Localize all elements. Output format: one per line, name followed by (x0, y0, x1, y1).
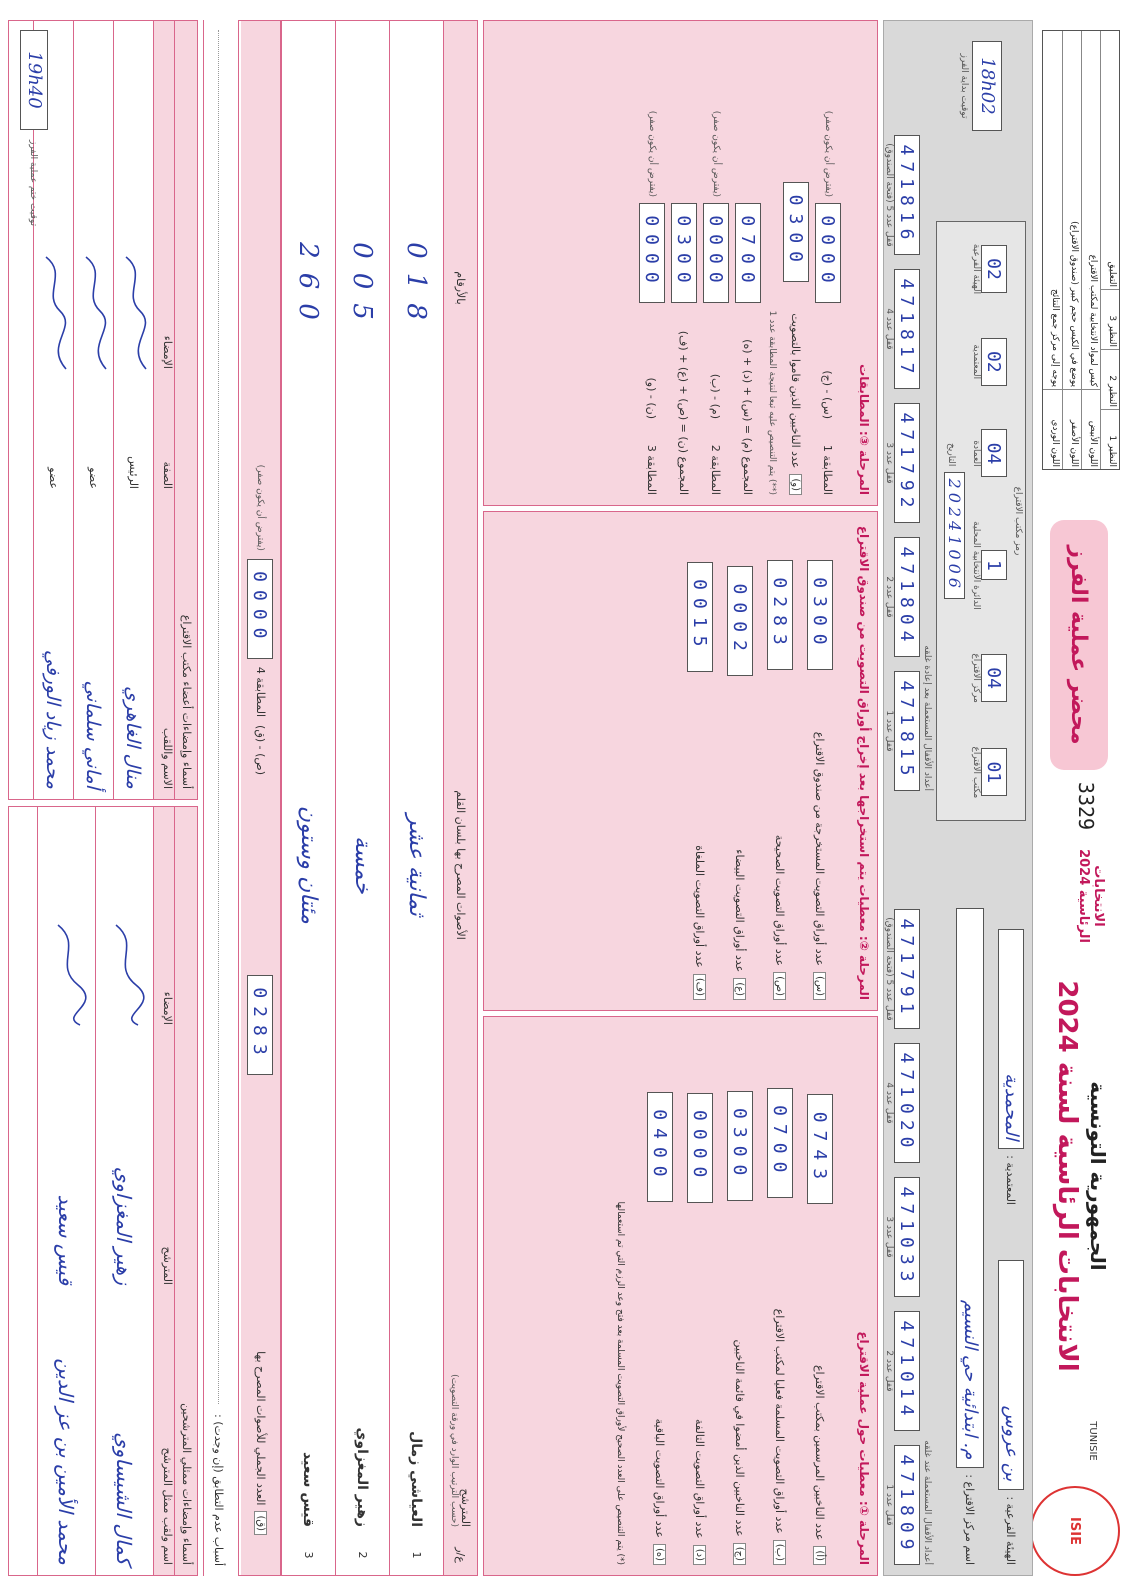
lock-label: قفل عدد 4 (884, 308, 894, 350)
candidates-table: ع/ر المترشح (حسب الترتيب الوارد في ورقة التصويت) الأصوات المصرح بها بلسان القلم بالأرقام 1 العياشي زمال ثمانية عشر 018 2 زهير المغزاوي خمسة 005 3 قيس سعيد مئتان وستون 260 (ق) العدد الجملي للأصوات المصرح بها 0283 (ص) - (ق) المطابقة 4 0000 (يفترض أن يكون صفر) (238, 20, 478, 1576)
lock-item (884, 269, 920, 389)
representatives-signatures: أسماء وإمضاءات ممثلي المترشحين اسم ولقب ممثل المترشح المترشح الإمضاء كمال الشيساوي زهير المغزاوي محمد الأمين بن عز الدين قيس سعيد (8, 806, 198, 1576)
sum-n-value-digits: 0300 (671, 203, 697, 303)
delegation-field: المعتمدية : المحمدية (998, 929, 1024, 1205)
match4-value-digits: 0000 (248, 559, 274, 659)
date-field: 20241006 التاريخ (944, 222, 965, 820)
lock-label: قفل عدد 5 (فتحة الصندوق) (884, 917, 894, 1021)
rep-signature-row (95, 807, 153, 1575)
lock-label: قفل عدد 5 (فتحة الصندوق) (884, 143, 894, 247)
lock-label: قفل عدد 1 (884, 710, 894, 752)
match2-row: المطابقة 2 (م) - (ب) 0000 (يفترض أن يكون صفر) (703, 31, 729, 495)
code-imada: 04 العمادة (971, 429, 1007, 477)
row-value: 0743 (807, 1094, 833, 1204)
row-label: عدد أوراق التصويت المستخرجة من صندوق الاقتراع (813, 731, 827, 966)
header-titles (1052, 956, 1110, 1396)
lock-label: قفل عدد 2 (884, 1350, 894, 1392)
lock-number: 471014 (894, 1311, 920, 1431)
lock-item (884, 403, 920, 523)
sum-m-value (735, 203, 761, 303)
counting-report-sheet: ISIE TUNISIE الجمهورية التونسية الانتخابات الرئاسية لسنة 2024 الانتخابات الرئاسية 2024 3329 محضر عملية الفرز النظير 1 النظير 2 النظير 3 التعليق اللون الأبيض كيس لمواد الانتخابية لمكتب الاقتراع اللون الأصفر يوضع في الكيس حجم كبير (صندوق الاقتراع) اللون الوردي يوجه إلى مركز جمع النتائج الهيئة الفرعية : بن عروس المعتمدية : المحمدية اسم مركز الاقتراع : م. ابتدائية حي النسيم رمز مكتب الاقتراع 01 مكتب الاقتراع 04 مركز الاقتراع 1 الدائرة الانتخابية المحلية 04 العمادة 02 المعتمدية 02 الهيئة الفرعية 20241006 التاريخ 18h02 توقيت بداية الفرز أعداد الأقفال المستعملة عند غلقه 471809 قفل عدد 1 471014 قفل عدد 2 471033 قفل عدد 3 471020 قفل عدد 4 471791 قفل عدد 5 (فتحة الصندوق) أعداد الأقفال المستعملة بعد إعادة غلقه 471815 قفل عدد 1 471804 قفل عدد 2 471792 قفل عدد 3 471817 قفل عدد 4 471816 قفل عدد 5 (فتحة الصندوق) المرحلة ①: معطيات حول عملية الاقتراع (أ) عدد الناخبين المرسمين بمكتب الاقتراع 0743 (ب) عدد أوراق التصويت المسلمة فعليا لمكتب الاقتراع 0700 (ج) عدد الناخبين الذين أمضوا في قائمة الناخبين 0300 (د) عدد أوراق التصويت التالفة 0000 (ه) عدد أوراق التصويت الباقية 0400 (*) يتم التنصيص على العدد الصحيح لأوراق التصويت المسلمة بعد فتح وعد الرزم التي تم استعمالها المرحلة ②: معطيات يتم استخراجها بعد إخراج أوراق التصويت من صندوق الاقتراع (س) عدد أوراق التصويت المستخرجة من صندوق الاقتراع 0300 (ص) عدد أوراق التصويت الصحيحة 0283 (ع) عدد أوراق التصويت البيضاء 0002 (ف) عدد أوراق التصويت الملغاة 0015 المرحلة ③: المطابقات المطابقة 1 (س) - (ج) 0000 (يفترض أن يكون صفر) (و) عدد الناخبين الذين قاموا بالتصويت 0300 (**) يتم التنصيص عليه تبعا لنتيجة المطابقة عدد 1 المجموع (م) = (س) + (د) + (ه) 0700 المطابقة 2 (م) - (ب) 0000 (يفترض أن يكون صفر) المجموع (ن) = (ص) + (ع) + (ف) 0300 المطابقة 3 (ن) - (و) 0000 (يفترض أن يكون صفر) ع/ر المترشح (حسب الترتيب الوارد في ورقة التصويت) الأصوات المصرح بها بلسان القلم بالأرقام 1 العياشي زمال ثمانية عشر 018 2 زهير المغزاوي خمسة 005 3 قيس سعيد مئتان وستون 260 (ق) العدد الجملي للأصوات المصرح بها 0283 (ص) - (ق) المطابقة 4 0000 (يفترض أن يكون صفر) أسباب عدم التطابق (إن وجدت) : أسماء وإمضاءات ممثلي المترشحين اسم ولقب ممثل المترشح المترشح الإمضاء كمال الشيساوي زهير المغزاوي محمد الأمين بن عز الدين قيس سعيد أسماء وإمضاءات أعضاء مكتب الاقتراع الاسم واللقب الصفة الإمضاء منال الغاهري الرئيس أماني سلماني عضو محمد زياد الورفي عضو 19h40 توقيت ختم عملية الفرز (0, 0, 1128, 1596)
row-code: (ج) (734, 1543, 747, 1565)
lock-number: 471817 (894, 269, 920, 389)
row-label: عدد الناخبين الذين أمضوا في قائمة الناخبين (733, 1339, 747, 1537)
match2-value (703, 203, 729, 303)
board-signature-row (113, 21, 153, 799)
row-code: (ب) (774, 1540, 787, 1565)
board-member-name: محمد زياد الورفي (42, 649, 65, 789)
match1-row: المطابقة 1 (س) - (ج) 0000 (يفترض أن يكون صفر) (815, 31, 841, 495)
lock-label: قفل عدد 3 (884, 1216, 894, 1258)
voters-voted-value-digits: 0300 (783, 182, 809, 282)
sum-m-value-digits: 0700 (735, 203, 761, 303)
isie-logo: TUNISIE (1087, 1421, 1098, 1461)
row-value: 0002 (727, 566, 753, 676)
votes-in-digits: 260 (293, 242, 324, 334)
stage2-row (807, 522, 833, 1000)
locks-after: أعداد الأقفال المستعملة بعد إعادة غلقه 471815 قفل عدد 1 471804 قفل عدد 2 471792 قفل عدد 3 471817 قفل عدد 4 471816 قفل عدد 5 (فتحة الصندوق) (884, 31, 932, 791)
stage2-row (727, 522, 753, 1000)
row-value: 0300 (727, 1091, 753, 1201)
row-code: (ع) (734, 978, 747, 1000)
handwritten-signature (75, 21, 113, 379)
row-code: (د) (694, 1545, 707, 1565)
row-value: 0015 (687, 562, 713, 672)
lock-number: 471791 (894, 909, 920, 1029)
votes-in-digits: 005 (347, 242, 378, 334)
candidate-name: العياشي زمال (408, 1431, 425, 1527)
votes-in-words: مئتان وستون (296, 805, 321, 925)
lock-number: 471815 (894, 671, 920, 791)
row-label: عدد أوراق التصويت الباقية (653, 1418, 667, 1538)
identity-band (883, 20, 1033, 1576)
total-value (248, 975, 274, 1175)
lock-item (884, 671, 920, 791)
lock-label: قفل عدد 3 (884, 442, 894, 484)
row-value: 0283 (767, 560, 793, 670)
stage1-row (767, 1027, 793, 1565)
stage1-row (647, 1027, 673, 1565)
lock-item (884, 1043, 920, 1163)
lock-item (884, 1311, 920, 1431)
candidate-number: 3 (302, 1551, 315, 1559)
rep-candidate: زهير المغزاوي (112, 1166, 137, 1285)
stage1-row (807, 1027, 833, 1565)
center-field: اسم مركز الاقتراع : م. ابتدائية حي النسيم (956, 908, 984, 1565)
row-label: عدد أوراق التصويت الصحيحة (773, 834, 787, 967)
stage1-row (727, 1027, 753, 1565)
code-delegation: 02 المعتمدية (971, 338, 1007, 386)
row-label: عدد أوراق التصويت المسلمة فعليا لمكتب الاقتراع (773, 1308, 787, 1534)
subtitle: الجمهورية التونسية (1086, 1081, 1110, 1271)
lock-number: 471809 (894, 1445, 920, 1565)
match3-row: المطابقة 3 (ن) - (و) 0000 (يفترض أن يكون صفر) (639, 31, 665, 495)
branch-field: الهيئة الفرعية : بن عروس (998, 1260, 1024, 1565)
board-signatures: أسماء وإمضاءات أعضاء مكتب الاقتراع الاسم واللقب الصفة الإمضاء منال الغاهري الرئيس أماني سلماني عضو محمد زياد الورفي عضو (8, 20, 198, 800)
row-code: (ف) (694, 974, 707, 1000)
stage1-section: المرحلة ①: معطيات حول عملية الاقتراع (أ) عدد الناخبين المرسمين بمكتب الاقتراع 0743 (ب) عدد أوراق التصويت المسلمة فعليا لمكتب الاقتراع 0700 (ج) عدد الناخبين الذين أمضوا في قائمة الناخبين 0300 (د) عدد أوراق التصويت التالفة 0000 (ه) عدد أوراق التصويت الباقية 0400 (*) يتم التنصيص على العدد الصحيح لأوراق التصويت المسلمة بعد فتح وعد الرزم التي تم استعمالها (483, 1016, 878, 1576)
code-branch: 02 الهيئة الفرعية (971, 244, 1007, 294)
board-member-name: أماني سلماني (82, 680, 105, 789)
code-constituency: 1 الدائرة الانتخابية المحلية (971, 521, 1007, 610)
row-code: (ص) (774, 972, 787, 1000)
candidate-row (389, 21, 443, 1575)
stage2-row (767, 522, 793, 1000)
lock-number: 471804 (894, 537, 920, 657)
stage2-row (687, 522, 713, 1000)
row-label: عدد أوراق التصويت التالفة (693, 1419, 707, 1539)
locks-before: أعداد الأقفال المستعملة عند غلقه 471809 قفل عدد 1 471014 قفل عدد 2 471033 قفل عدد 3 471020 قفل عدد 4 471791 قفل عدد 5 (فتحة الصندوق) (884, 805, 932, 1565)
handwritten-signature (115, 21, 153, 379)
code-center: 04 مركز الاقتراع (971, 653, 1007, 702)
polling-codes-box: رمز مكتب الاقتراع 01 مكتب الاقتراع 04 مركز الاقتراع 1 الدائرة الانتخابية المحلية 04 العمادة 02 المعتمدية 02 الهيئة الفرعية 20241006 التاريخ (936, 221, 1026, 821)
total-row: (ق) العدد الجملي للأصوات المصرح بها 0283 (ص) - (ق) المطابقة 4 0000 (يفترض أن يكون صفر) (241, 21, 281, 1575)
row-code: (س) (814, 972, 827, 1000)
elections-logo: الانتخابات الرئاسية 2024 (1076, 849, 1106, 943)
rep-candidate: قيس سعيد (54, 1194, 79, 1285)
board-member-role: عضو (87, 467, 100, 489)
votes-in-words: خمسة (350, 836, 375, 894)
lock-item (884, 909, 920, 1029)
board-member-role: الرئيس (127, 456, 140, 489)
rep-name: محمد الأمين بن عز الدين (54, 1358, 79, 1565)
end-time-field: 19h40 (20, 30, 48, 130)
start-time-field: 18h02 توقيت بداية الفرز (959, 41, 1002, 131)
code-office: 01 مكتب الاقتراع (971, 746, 1007, 798)
match1-value-digits: 0000 (815, 203, 841, 303)
match3-value (639, 203, 665, 303)
stage1-row (687, 1027, 713, 1565)
lock-number: 471816 (894, 135, 920, 255)
lock-item (884, 135, 920, 255)
row-value: 0300 (807, 560, 833, 670)
board-member-role: عضو (47, 467, 60, 489)
lock-number: 471792 (894, 403, 920, 523)
candidate-number: 2 (356, 1551, 369, 1559)
match3-value-digits: 0000 (639, 203, 665, 303)
handwritten-signature (45, 807, 89, 1035)
lock-item (884, 537, 920, 657)
total-value-digits: 0283 (248, 975, 274, 1075)
row-value: 0400 (647, 1092, 673, 1202)
board-member-name: منال الغاهري (122, 686, 145, 789)
candidate-number: 1 (410, 1551, 423, 1559)
copies-distribution-table: النظير 1 النظير 2 النظير 3 التعليق اللون الأبيض كيس لمواد الانتخابية لمكتب الاقتراع اللون الأصفر يوضع في الكيس حجم كبير (صندوق الاقتراع) اللون الوردي يوجه إلى مركز جمع النتائج (1042, 30, 1120, 470)
sum-n-value (671, 203, 697, 303)
lock-label: قفل عدد 4 (884, 1082, 894, 1124)
board-signature-row (33, 21, 73, 799)
lock-label: قفل عدد 1 (884, 1484, 894, 1526)
lock-item (884, 1177, 920, 1297)
row-label: عدد الناخبين المرسمين بمكتب الاقتراع (813, 1364, 827, 1541)
match2-value-digits: 0000 (703, 203, 729, 303)
lock-number: 471033 (894, 1177, 920, 1297)
stage3-section: المرحلة ③: المطابقات المطابقة 1 (س) - (ج) 0000 (يفترض أن يكون صفر) (و) عدد الناخبين الذين قاموا بالتصويت 0300 (**) يتم التنصيص عليه تبعا لنتيجة المطابقة عدد 1 المجموع (م) = (س) + (د) + (ه) 0700 المطابقة 2 (م) - (ب) 0000 (يفترض أن يكون صفر) المجموع (ن) = (ص) + (ع) + (ف) 0300 المطابقة 3 (ن) - (و) 0000 (يفترض أن يكون صفر) (483, 20, 878, 506)
match4-value (248, 559, 274, 659)
page-title: الانتخابات الرئاسية لسنة 2024 (1052, 980, 1082, 1372)
board-signature-row (73, 21, 113, 799)
candidate-row (281, 21, 335, 1575)
row-code: (أ) (814, 1546, 827, 1565)
form-title-box: محضر عملية الفرز (1050, 520, 1108, 770)
lock-label: قفل عدد 2 (884, 576, 894, 618)
sum-m-row: المجموع (م) = (س) + (د) + (ه) 0700 (735, 31, 761, 495)
candidate-name: زهير المغزاوي (354, 1427, 371, 1527)
rep-name: كمال الشيساوي (112, 1432, 137, 1565)
match1-value (815, 203, 841, 303)
sum-n-row: المجموع (ن) = (ص) + (ع) + (ف) 0300 (671, 31, 697, 495)
reasons-row: أسباب عدم التطابق (إن وجدت) : (203, 20, 233, 1576)
votes-in-words: ثمانية عشر (404, 814, 429, 916)
row-code: (ه) (654, 1544, 667, 1565)
rep-signature-row (37, 807, 95, 1575)
row-label: عدد أوراق التصويت الملغاة (693, 845, 707, 968)
official-stamp: ISIE (1030, 1486, 1120, 1576)
row-value: 0000 (687, 1093, 713, 1203)
votes-in-digits: 018 (401, 242, 432, 334)
lock-number: 471020 (894, 1043, 920, 1163)
row-value: 0700 (767, 1088, 793, 1198)
lock-item (884, 1445, 920, 1565)
voters-voted-value (783, 182, 809, 282)
handwritten-signature (103, 807, 147, 1035)
serial-number: 3329 (1074, 781, 1098, 831)
row-label: عدد أوراق التصويت البيضاء (733, 849, 747, 973)
stage2-section: المرحلة ②: معطيات يتم استخراجها بعد إخراج أوراق التصويت من صندوق الاقتراع (س) عدد أوراق التصويت المستخرجة من صندوق الاقتراع 0300 (ص) عدد أوراق التصويت الصحيحة 0283 (ع) عدد أوراق التصويت البيضاء 0002 (ف) عدد أوراق التصويت الملغاة 0015 (483, 511, 878, 1011)
voters-voted-row: (و) عدد الناخبين الذين قاموا بالتصويت 0300 (783, 31, 809, 495)
candidate-name: قيس سعيد (300, 1451, 317, 1527)
candidate-row (335, 21, 389, 1575)
